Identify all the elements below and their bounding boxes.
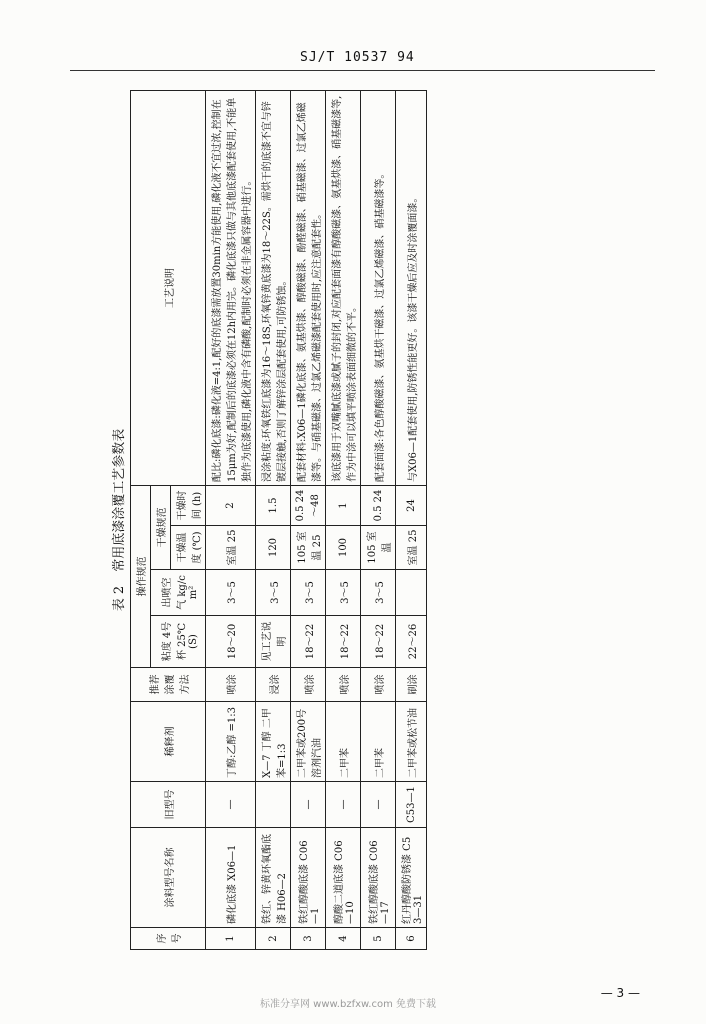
cell-name: 铁红醇酸底漆 C06—17 [361, 828, 396, 928]
cell-thinner: 二甲苯或200号溶剂汽油 [291, 702, 326, 782]
cell-viscosity: 22～26 [396, 616, 427, 668]
cell-time: 0.5 24 [361, 486, 396, 526]
cell-notes: 配比:磷化底漆:磷化液=4:1,配好的底漆需放置30min方能使用,磷化液不宜过浓,控制在15μm为好,配制后的底漆必须在12h内用完。磷化底漆只做与其他底漆配套使用,不能单独作为底漆使用,磷化液中含有磷酸,配制时必须在非金属容器中进行。 [206, 91, 256, 486]
col-header-temp: 干燥温度 (℃) [171, 526, 206, 570]
cell-name: 铁红、锌黄环氧酯底漆 H06—2 [256, 828, 291, 928]
cell-method: 喷涂 [361, 668, 396, 702]
cell-pressure: 3～5 [291, 570, 326, 616]
cell-thinner: 二甲苯 [326, 702, 361, 782]
cell-name: 醇酸二道底漆 C06—10 [326, 828, 361, 928]
table-body [206, 91, 427, 950]
cell-notes: 配套面漆:各色醇酸磁漆、氨基烘干磁漆、过氯乙烯磁漆、硝基磁漆等。 [361, 91, 396, 486]
table-row [256, 91, 291, 950]
cell-seq: 4 [326, 928, 361, 950]
cell-notes: 浸涂粘度:环氧铁红底漆为16～18S,环氧锌黄底漆为18～22S。需烘干的底漆不宜与锌镀层接触,否则了解锌涂层配套使用,可防锈蚀。 [256, 91, 291, 486]
cell-name: 红丹醇酸防锈漆 C53—31 [396, 828, 427, 928]
cell-seq: 1 [206, 928, 256, 950]
cell-pressure: 3～5 [256, 570, 291, 616]
cell-thinner: 二甲苯或松节油 [396, 702, 427, 782]
col-header-time: 干燥时间 (h) [171, 486, 206, 526]
cell-time: 1.5 [256, 486, 291, 526]
cell-pressure: 3～5 [206, 570, 256, 616]
table-row [326, 91, 361, 950]
cell-method: 浸涂 [256, 668, 291, 702]
table-row [206, 91, 256, 950]
rotated-table-page [110, 90, 660, 950]
cell-time: 0.5 24～48 [291, 486, 326, 526]
cell-method: 喷涂 [206, 668, 256, 702]
table-row [396, 91, 427, 950]
cell-name: 铁红醇酸底漆 C06—1 [291, 828, 326, 928]
cell-old-model: C53—1 [396, 782, 427, 828]
process-parameters-table [130, 90, 427, 950]
cell-old-model: — [326, 782, 361, 828]
standard-code: SJ/T 10537 94 [300, 50, 415, 65]
cell-time: 24 [396, 486, 427, 526]
cell-old-model: — [291, 782, 326, 828]
watermark-footer: 标准分享网 www.bzfxw.com 免费下载 [260, 999, 436, 1010]
col-header-drying: 干燥规范 [151, 486, 171, 570]
cell-thinner: X—7 丁醇 二甲苯=1:3 [256, 702, 291, 782]
cell-seq: 5 [361, 928, 396, 950]
cell-pressure: 3～5 [361, 570, 396, 616]
cell-thinner: 丁醇:乙醇 =1:3 [206, 702, 256, 782]
cell-seq: 2 [256, 928, 291, 950]
cell-notes: 配套材料:X06—1磷化底漆、氨基烘漆、醇酸磁漆、酚醛磁漆、硝基磁漆、过氯乙烯磁漆等。与硝基磁漆、过氯乙烯磁漆配套使用时,应注意配套性。 [291, 91, 326, 486]
col-header-pressure: 出喷空气 kg/cm² [151, 570, 206, 616]
table-row [361, 91, 396, 950]
cell-old-model: — [206, 782, 256, 828]
cell-time: 1 [326, 486, 361, 526]
table-row [291, 91, 326, 950]
cell-old-model: — [361, 782, 396, 828]
cell-notes: 该底漆用于双嘴腻底漆或腻子的封闭,对应配套面漆有醇酸磁漆、氨基烘漆、硝基磁漆等,作为中涂可以填平喷涂表面细微的不平。 [326, 91, 361, 486]
cell-temp: 室温 25 [206, 526, 256, 570]
page-number: — 3 — [600, 986, 640, 1000]
cell-viscosity: 18～22 [326, 616, 361, 668]
cell-viscosity: 18～20 [206, 616, 256, 668]
cell-method: 喷涂 [291, 668, 326, 702]
cell-name: 磷化底漆 X06—1 [206, 828, 256, 928]
col-header-method: 推荐涂覆方法 [131, 668, 206, 702]
col-header-old-model: 旧型号 [131, 782, 206, 828]
cell-viscosity: 18～22 [361, 616, 396, 668]
table-title: 常用底漆涂覆工艺参数表 [112, 428, 127, 572]
cell-temp: 105 室温 25 [291, 526, 326, 570]
cell-pressure: 3～5 [326, 570, 361, 616]
cell-pressure [396, 570, 427, 616]
cell-old-model [256, 782, 291, 828]
col-header-viscosity: 粘度 4号杯 25℃(S) [151, 616, 206, 668]
col-header-name: 涂料型号名称 [131, 828, 206, 928]
cell-temp: 100 [326, 526, 361, 570]
header-rule [70, 70, 655, 71]
table-number: 表 2 [112, 585, 127, 612]
cell-seq: 6 [396, 928, 427, 950]
cell-temp: 120 [256, 526, 291, 570]
col-header-seq: 序号 [131, 928, 206, 950]
col-header-operation: 操作规范 [131, 486, 151, 668]
col-header-thinner: 稀释剂 [131, 702, 206, 782]
cell-notes: 与X06—1配套使用,防锈性能更好。该漆干燥后应及时涂覆面漆。 [396, 91, 427, 486]
cell-viscosity: 18～22 [291, 616, 326, 668]
cell-method: 刷涂 [396, 668, 427, 702]
cell-temp: 105 室温 [361, 526, 396, 570]
table-caption [110, 90, 130, 950]
cell-method: 喷涂 [326, 668, 361, 702]
cell-temp: 室温 25 [396, 526, 427, 570]
cell-viscosity: 见工艺说明 [256, 616, 291, 668]
cell-seq: 3 [291, 928, 326, 950]
cell-time: 2 [206, 486, 256, 526]
cell-thinner: 二甲苯 [361, 702, 396, 782]
col-header-notes: 工艺说明 [131, 91, 206, 486]
